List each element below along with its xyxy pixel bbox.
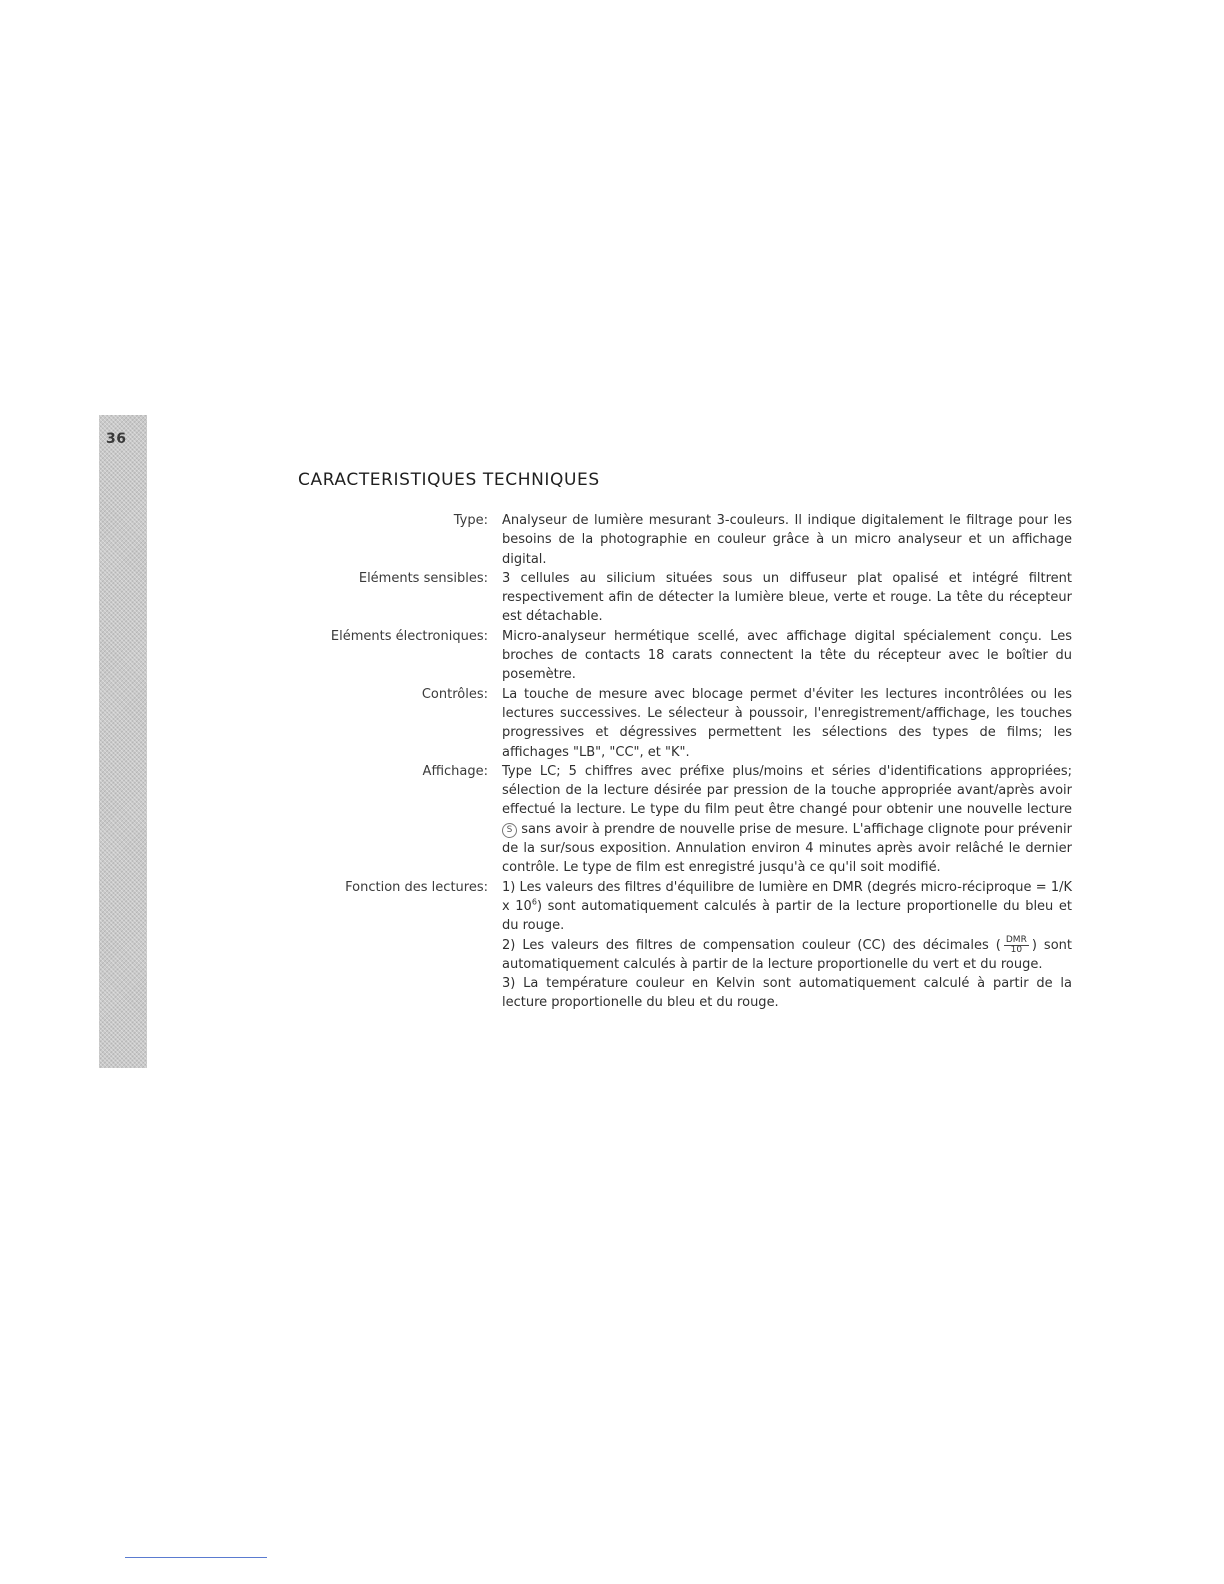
affichage-text-before: Type LC; 5 chiffres avec préfixe plus/moins et séries d'identifications appropriées; sélection de la lecture désirée par pression de la touche appropriée avant/après avoir effectué la lecture. Le type du film peut être changé pour obtenir une nouvelle lecture [502, 763, 1072, 818]
spec-value-affichage [502, 762, 1072, 878]
page-edge-strip [99, 415, 147, 1068]
spec-row-electroniques [290, 627, 1090, 685]
fonction-item-2-text-a: 2) Les valeurs des filtres de compensation couleur (CC) des décimales ( [502, 937, 1001, 953]
fonction-item-2-text-b: ) sont automatiquement calculés à partir de la lecture proportionelle du vert et du rouge. [502, 937, 1072, 972]
spec-label-type: Type: [453, 513, 488, 528]
page-title: CARACTERISTIQUES TECHNIQUES [298, 470, 600, 490]
spec-value-fonction [502, 878, 1072, 1013]
page-number: 36 [106, 431, 127, 447]
spec-label-affichage: Affichage: [422, 763, 488, 779]
exponent: 6 [531, 897, 537, 907]
affichage-text-after: sans avoir à prendre de nouvelle prise de mesure. L'affichage clignote pour prévenir de la sur/sous exposition. Annulation environ 4 minutes après avoir relâché le dernier contrôle. Le type de film est enregistré jusqu'à ce qu'il soit modifié. [502, 821, 1072, 876]
fonction-item-1-text-a: 1) Les valeurs des filtres d'équilibre de lumière en DMR (degrés micro-réciproque = 1/K x 10 [502, 879, 1072, 914]
footnote-rule [125, 1557, 267, 1558]
spec-value-type: Analyseur de lumière mesurant 3-couleurs. Il indique digitalement le filtrage pour les besoins de la photographie en couleur grâce à un micro analyseur et un affichage digital. [502, 513, 1072, 567]
spec-row-sensibles [290, 569, 1090, 627]
spec-value-controles: La touche de mesure avec blocage permet d'éviter les lectures incontrôlées ou les lectures successives. Le sélecteur à poussoir, l'enregistrement/affichage, les touches progressives et dégressives permettent les sélections des types de films; les affichages "LB", "CC", et "K". [502, 686, 1072, 760]
spec-label-electroniques: Eléments électroniques: [330, 628, 488, 644]
spec-row-type [290, 511, 1090, 569]
fonction-item-3: 3) La température couleur en Kelvin sont automatiquement calculé à partir de la lecture proportionelle du bleu et du rouge. [502, 976, 1072, 1011]
spec-value-sensibles: 3 cellules au silicium situées sous un diffuseur plat opalisé et intégré filtrent respectivement afin de détecter la lumière bleue, verte et rouge. La tête du récepteur est détachable. [502, 570, 1072, 625]
fonction-item-1 [502, 878, 1072, 936]
spec-label-fonction: Fonction des lectures: [345, 879, 488, 895]
spec-row-affichage [290, 762, 1090, 878]
spec-row-controles [290, 685, 1090, 762]
fraction [1004, 936, 1029, 955]
spec-label-sensibles: Eléments sensibles: [358, 570, 488, 586]
circled-s-icon: S [502, 823, 517, 838]
spec-label-controles: Contrôles: [421, 686, 488, 702]
spec-list [290, 511, 1090, 1013]
fraction-denominator: 10 [1010, 944, 1023, 955]
fraction-numerator: DMR [1005, 934, 1027, 945]
fonction-item-2 [502, 936, 1072, 975]
fonction-item-1-text-b: ) sont automatiquement calculés à partir de la lecture proportionelle du bleu et du rouge. [502, 898, 1072, 934]
spec-value-electroniques: Micro-analyseur hermétique scellé, avec affichage digital spécialement conçu. Les broches de contacts 18 carats connectent la tête du récepteur avec le boîtier du posemètre. [502, 628, 1072, 683]
spec-row-fonction [290, 878, 1090, 1013]
